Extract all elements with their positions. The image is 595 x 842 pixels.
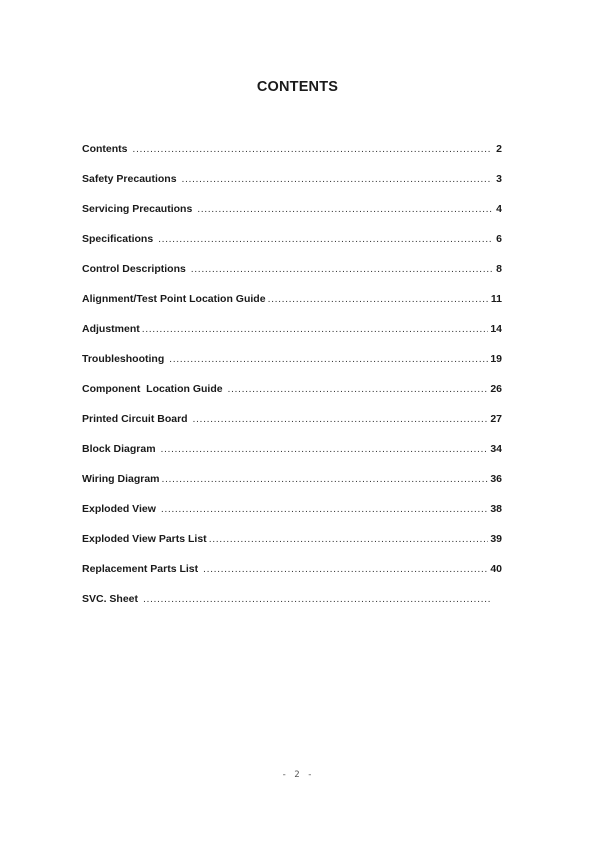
toc-entry-page: 2: [496, 143, 502, 155]
toc-entry-label: SVC. Sheet: [82, 593, 141, 605]
toc-entry-page: 8: [496, 263, 502, 275]
dot-leader: [169, 352, 488, 366]
toc-entry-label: Exploded View Parts List: [82, 533, 207, 545]
toc-entry-label: Contents: [82, 143, 131, 155]
toc-entry-contents[interactable]: [82, 142, 502, 172]
toc-entry-label: Alignment/Test Point Location Guide: [82, 293, 266, 305]
toc-entry-component-location-guide[interactable]: [82, 382, 502, 412]
toc-entry-page: 40: [490, 563, 502, 575]
toc-entry-page: 34: [490, 443, 502, 455]
toc-entry-page: 11: [490, 293, 502, 305]
dot-leader: [161, 502, 488, 516]
toc-entry-printed-circuit-board[interactable]: [82, 412, 502, 442]
toc-entry-label: Control Descriptions: [82, 263, 189, 275]
page-title: CONTENTS: [256, 79, 339, 95]
toc-entry-label: Safety Precautions: [82, 173, 180, 185]
toc-entry-safety-precautions[interactable]: [82, 172, 502, 202]
dot-leader: [132, 142, 492, 156]
toc-entry-specifications[interactable]: [82, 232, 502, 262]
toc-entry-svc-sheet[interactable]: [82, 592, 502, 622]
toc-entry-label: Wiring Diagram: [82, 473, 160, 485]
toc-entry-page: 38: [490, 503, 502, 515]
dot-leader: [268, 292, 489, 306]
toc-entry-servicing-precautions[interactable]: [82, 202, 502, 232]
toc-entry-page: 39: [490, 533, 502, 545]
dot-leader: [158, 232, 492, 246]
dot-leader: [160, 442, 488, 456]
page-number-footer: - 2 -: [281, 770, 314, 780]
toc-entry-exploded-view[interactable]: [82, 502, 502, 532]
dot-leader: [191, 262, 492, 276]
toc-entry-wiring-diagram[interactable]: [82, 472, 502, 502]
toc-entry-page: 4: [496, 203, 502, 215]
toc-entry-block-diagram[interactable]: [82, 442, 502, 472]
toc-entry-alignment-test-point-guide[interactable]: [82, 292, 502, 322]
toc-entry-page: 6: [496, 233, 502, 245]
toc-entry-page: 27: [490, 413, 502, 425]
toc-entry-page: 19: [490, 353, 502, 365]
dot-leader: [209, 532, 489, 546]
toc-entry-page: 14: [490, 323, 502, 335]
toc-entry-label: Block Diagram: [82, 443, 159, 455]
toc-entry-label: Adjustment: [82, 323, 140, 335]
dot-leader: [142, 322, 489, 336]
toc-entry-troubleshooting[interactable]: [82, 352, 502, 382]
toc-entry-page: 3: [496, 173, 502, 185]
toc-entry-exploded-view-parts-list[interactable]: [82, 532, 502, 562]
toc-entry-label: Troubleshooting: [82, 353, 168, 365]
toc-entry-label: Component Location Guide: [82, 383, 226, 395]
dot-leader: [143, 592, 492, 606]
dot-leader: [162, 472, 489, 486]
dot-leader: [203, 562, 488, 576]
dot-leader: [181, 172, 492, 186]
dot-leader: [193, 412, 489, 426]
dot-leader: [228, 382, 489, 396]
toc-entry-label: Servicing Precautions: [82, 203, 196, 215]
toc-entry-page: 36: [490, 473, 502, 485]
dot-leader: [197, 202, 492, 216]
toc-entry-adjustment[interactable]: [82, 322, 502, 352]
toc-entry-page: 26: [490, 383, 502, 395]
toc-entry-label: Exploded View: [82, 503, 159, 515]
toc-entry-control-descriptions[interactable]: [82, 262, 502, 292]
table-of-contents: [82, 142, 502, 622]
toc-entry-label: Replacement Parts List: [82, 563, 202, 575]
toc-entry-label: Specifications: [82, 233, 157, 245]
toc-entry-label: Printed Circuit Board: [82, 413, 191, 425]
toc-entry-replacement-parts-list[interactable]: [82, 562, 502, 592]
